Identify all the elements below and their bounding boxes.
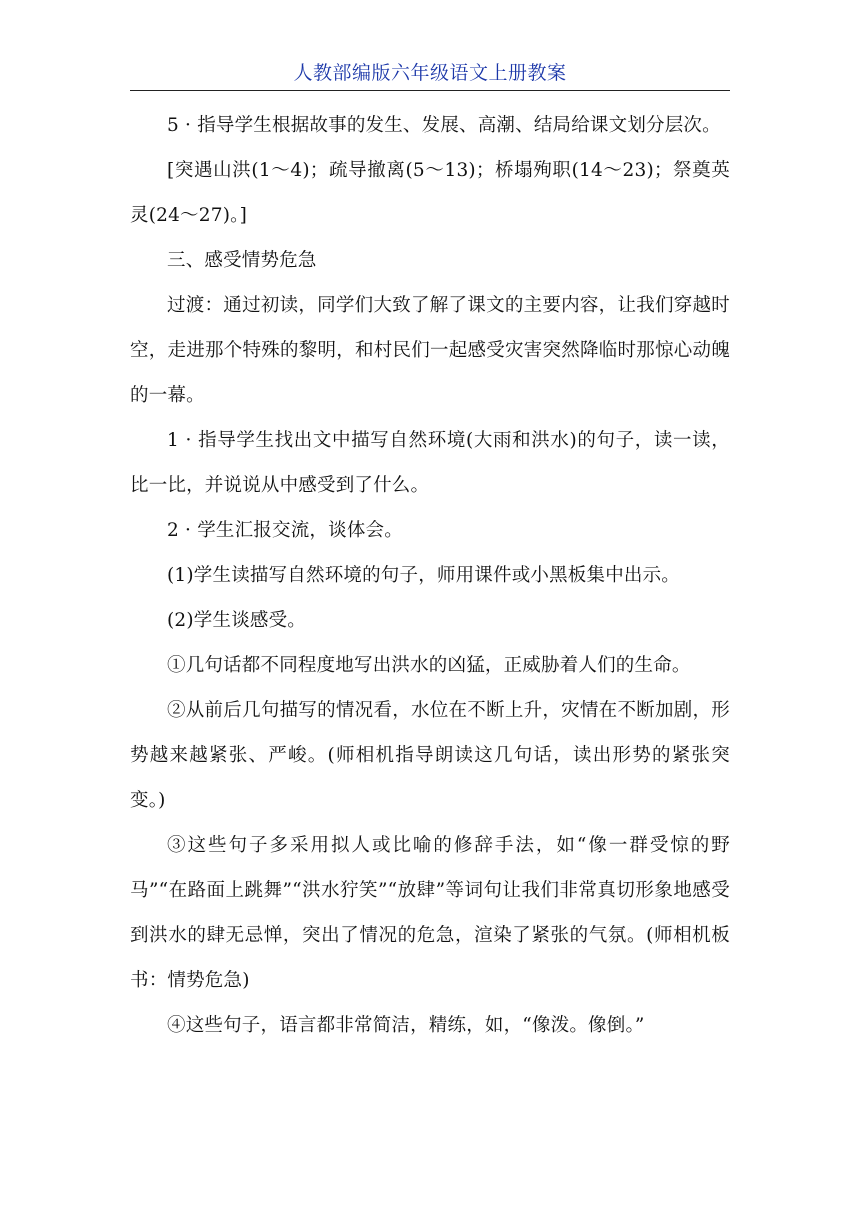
paragraph-point-4: ④这些句子，语言都非常简洁，精练，如，“像泼。像倒。” <box>167 1015 645 1036</box>
paragraph-sub-1: (1)学生读描写自然环境的句子，师用课件或小黑板集中出示。 <box>167 565 681 586</box>
section-heading: 三、感受情势危急 <box>167 250 317 271</box>
paragraph-step-2: 2 · 学生汇报交流，谈体会。 <box>167 520 403 541</box>
paragraph-section-division: [突遇山洪(1～4)；疏导撤离(5～13)；桥塌殉职(14～23)；祭奠英灵(24～27)。] <box>130 160 730 226</box>
document-body <box>130 103 730 1048</box>
paragraph-transition: 过渡：通过初读，同学们大致了解了课文的主要内容，让我们穿越时空，走进那个特殊的黎明，和村民们一起感受灾害突然降临时那惊心动魄的一幕。 <box>130 295 730 406</box>
document-page <box>130 56 730 1048</box>
paragraph-sub-2: (2)学生谈感受。 <box>167 610 307 631</box>
paragraph-point-1: ①几句话都不同程度地写出洪水的凶猛，正威胁着人们的生命。 <box>167 655 691 676</box>
paragraph-point-3: ③这些句子多采用拟人或比喻的修辞手法，如“像一群受惊的野马”“在路面上跳舞”“洪水狞笑”“放肆”等词句让我们非常真切形象地感受到洪水的肆无忌惮，突出了情况的危急，渲染了紧张的气氛。(师相机板书：情势危急) <box>130 835 730 991</box>
paragraph-step-1: 1 · 指导学生找出文中描写自然环境(大雨和洪水)的句子，读一读，比一比，并说说从中感受到了什么。 <box>130 430 730 496</box>
paragraph-step-5: 5 · 指导学生根据故事的发生、发展、高潮、结局给课文划分层次。 <box>167 115 721 136</box>
paragraph-point-2: ②从前后几句描写的情况看，水位在不断上升，灾情在不断加剧，形势越来越紧张、严峻。(师相机指导朗读这几句话，读出形势的紧张突变。) <box>130 700 730 811</box>
page-header-title: 人教部编版六年级语文上册教案 <box>130 56 730 91</box>
